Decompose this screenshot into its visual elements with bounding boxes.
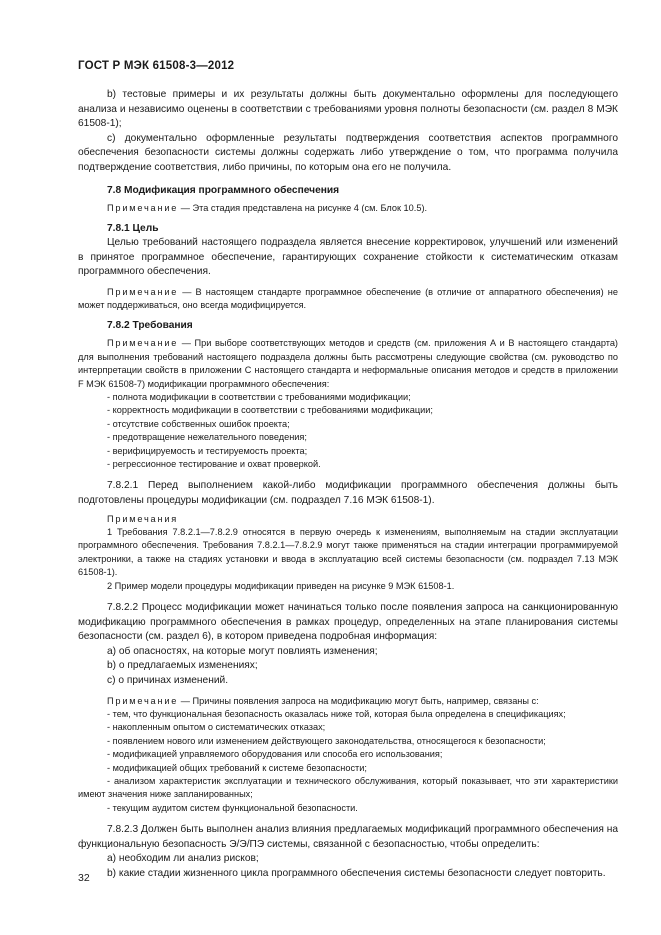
note-text: — Причины появления запроса на модификацию могут быть, например, связаны с: bbox=[180, 695, 539, 706]
note-text: — В настоящем стандарте программное обеспечение (в отличие от аппаратного обеспечения) не может поддерживаться, оно всегда модифицируется. bbox=[78, 286, 618, 311]
list-item: - регрессионное тестирование и охват проверкой. bbox=[107, 459, 321, 469]
paragraph-7-8-2-1: 7.8.2.1 Перед выполнением какой-либо модификации программного обеспечения должны быть подготовлены процедуры модификации (см. подраздел 7.16 МЭК 61508-1). bbox=[78, 480, 618, 506]
note-7-8-2-2 bbox=[78, 695, 618, 708]
note-7-8-2 bbox=[78, 337, 618, 391]
list-item: c) о причинах изменений. bbox=[107, 675, 229, 686]
list-item: - отсутствие собственных ошибок проекта; bbox=[107, 418, 290, 429]
note-label: Примечание bbox=[107, 695, 179, 706]
page-content bbox=[78, 88, 618, 882]
list-item: a) необходим ли анализ рисков; bbox=[107, 853, 259, 865]
paragraph-7-8-2-2: 7.8.2.2 Процесс модификации может начинаться только после появления запроса на санкционированную модификацию программного обеспечения в рамках процедур, определенных на этапе планирования системы безопасности (см. раздел 6), в котором приведена подробная информация: bbox=[78, 602, 618, 643]
note-text: — Эта стадия представлена на рисунке 4 (см. Блок 10.5). bbox=[180, 203, 428, 214]
list-item: - текущим аудитом систем функциональной безопасности. bbox=[107, 802, 358, 813]
section-heading-7-8-1: 7.8.1 Цель bbox=[107, 222, 159, 234]
paragraph-7-8-1: Целью требований настоящего подраздела является внесение корректировок, улучшений или изменений в принятое программное обеспечение, гарантирующих сохранение стойкости к систематическим отказам программного обеспечения. bbox=[78, 237, 618, 278]
note-text: — При выборе соответствующих методов и средств (см. приложения А и В настоящего стандарта) для выполнения требований настоящего подраздела должны быть рассмотрены следующие свойства (см. руководство по интерпретации свойств в приложении С настоящего стандарта и неформальные описания методов и средств в приложении F МЭК 61508-7) модификации программного обеспечения: bbox=[78, 338, 618, 389]
list-item: - предотвращение нежелательного поведения; bbox=[107, 432, 307, 443]
page-number: 32 bbox=[78, 872, 90, 884]
paragraph-7-8-2-3: 7.8.2.3 Должен быть выполнен анализ влияния предлагаемых модификаций программного обеспечения на функциональную безопасность Э/Э/ПЭ системы, связанной с безопасностью, чтобы определить: bbox=[78, 824, 618, 850]
notes-label: Примечания bbox=[107, 513, 179, 524]
section-heading-7-8-2: 7.8.2 Требования bbox=[107, 319, 193, 331]
section-heading-7-8: 7.8 Модификация программного обеспечения bbox=[107, 184, 340, 196]
list-item: b) какие стадии жизненного цикла программного обеспечения системы безопасности следует повторить. bbox=[107, 868, 606, 880]
note-label: Примечание bbox=[107, 203, 179, 214]
list-item: - модификацией общих требований к системе безопасности; bbox=[107, 762, 367, 773]
note-label: Примечание bbox=[107, 338, 179, 349]
note-7-8 bbox=[78, 202, 618, 215]
list-item: - накопленным опытом о систематических отказах; bbox=[107, 722, 326, 733]
list-item: - корректность модификации в соответствии с требованиями модификации; bbox=[107, 405, 433, 416]
list-item: - модификацией управляемого оборудования или способа его использования; bbox=[107, 749, 443, 760]
list-item: - анализом характеристик эксплуатации и технического обслуживания, который показывает, что эти характеристики имеют значения ниже запланированных; bbox=[78, 776, 618, 800]
list-item: - тем, что функциональная безопасность оказалась ниже той, которая была определена в спецификациях; bbox=[107, 709, 566, 719]
note-7-8-2-1-1: 1 Требования 7.8.2.1—7.8.2.9 относятся в первую очередь к изменениям, выполняемым на стадии эксплуатации программного обеспечения. Требования 7.8.2.1—7.8.2.9 могут также применяться на стадии интеграции программируемой электроники, а также на стадиях установки и ввода в эксплуатацию всей системы безопасности (см. подраздел 7.13 МЭК 61508-1). bbox=[78, 527, 618, 578]
note-label: Примечание bbox=[107, 286, 179, 297]
list-item: b) о предлагаемых изменениях; bbox=[107, 660, 258, 672]
note-7-8-1 bbox=[78, 286, 618, 313]
note-7-8-2-1-2: 2 Пример модели процедуры модификации приведен на рисунке 9 МЭК 61508-1. bbox=[107, 580, 455, 591]
list-item: - верифицируемость и тестируемость проекта; bbox=[107, 445, 308, 456]
paragraph-c: c) документально оформленные результаты подтверждения соответствия аспектов программного обеспечения безопасности системы должны содержать либо утверждение о том, что программа получила подтверждение соответствия, либо причины, по которым она его не получила. bbox=[78, 132, 618, 173]
list-item: a) об опасностях, на которые могут повлиять изменения; bbox=[107, 645, 378, 657]
page-header: ГОСТ Р МЭК 61508-3—2012 bbox=[78, 60, 235, 72]
list-item: - полнота модификации в соответствии с требованиями модификации; bbox=[107, 391, 411, 402]
paragraph-b: b) тестовые примеры и их результаты должны быть документально оформлены для последующего анализа и независимо оценены в соответствии с требованиями уровня полноты безопасности (см. раздел 8 МЭК 61508-1); bbox=[78, 89, 618, 130]
list-item: - появлением нового или изменением действующего законодательства, относящегося к безопасности; bbox=[107, 735, 546, 746]
